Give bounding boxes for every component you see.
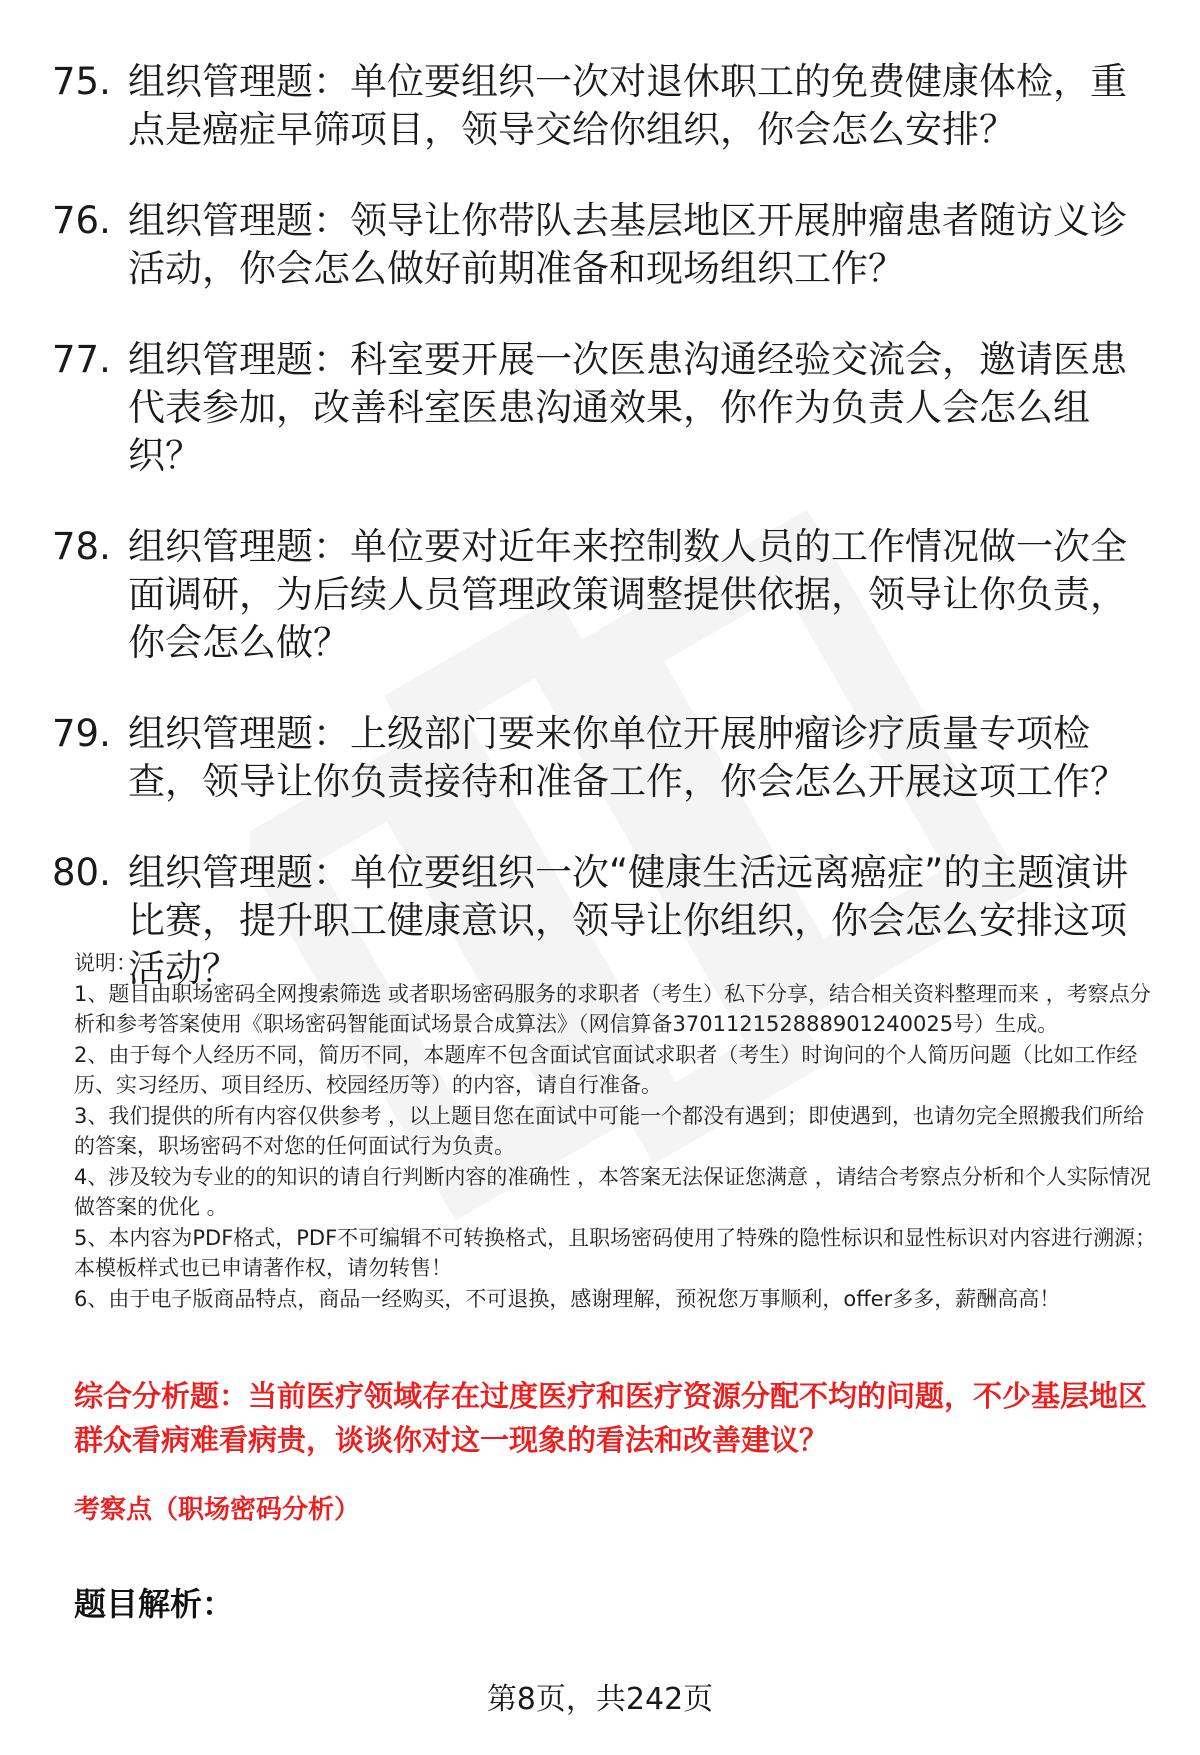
question-number: 80.	[52, 851, 111, 894]
question-item	[52, 710, 1152, 806]
kaochadian-heading: 考察点（职场密码分析）	[74, 1495, 361, 1525]
question-text: 组织管理题：上级部门要来你单位开展肿瘤诊疗质量专项检查，领导让你负责接待和准备工作，你会怎么开展这项工作？	[128, 712, 1127, 803]
question-item	[52, 58, 1152, 154]
question-text: 组织管理题：单位要对近年来控制数人员的工作情况做一次全面调研，为后续人员管理政策调整提供依据，领导让你负责，你会怎么做？	[128, 525, 1127, 664]
analysis-question: 综合分析题：当前医疗领域存在过度医疗和医疗资源分配不均的问题，不少基层地区群众看病难看病贵，谈谈你对这一现象的看法和改善建议？	[74, 1379, 1148, 1457]
question-number: 79.	[52, 712, 111, 755]
question-item	[52, 336, 1152, 480]
analysis-title: 题目解析：	[74, 1585, 235, 1623]
question-item	[52, 197, 1152, 293]
note-item: 3、我们提供的所有内容仅供参考 ，以上题目您在面试中可能一个都没有遇到；即使遇到，也请勿完全照搬我们所给的答案，职场密码不对您的任何面试行为负责。	[74, 1103, 1145, 1158]
question-text: 组织管理题：领导让你带队去基层地区开展肿瘤患者随访义诊活动，你会怎么做好前期准备和现场组织工作？	[128, 199, 1127, 290]
question-number: 78.	[52, 525, 111, 568]
note-item: 5、本内容为PDF格式，PDF不可编辑不可转换格式，且职场密码使用了特殊的隐性标识和显性标识对内容进行溯源；本模板样式也已申请著作权，请勿转售！	[74, 1225, 1157, 1280]
note-item: 4、涉及较为专业的的知识的请自行判断内容的准确性 ，本答案无法保证您满意 ，请结合考察点分析和个人实际情况做答案的优化 。	[74, 1164, 1151, 1219]
question-list	[52, 58, 1152, 1036]
note-item: 2、由于每个人经历不同，简历不同，本题库不包含面试官面试求职者（考生）时询问的个人简历问题（比如工作经历、实习经历、项目经历、校园经历等）的内容，请自行准备。	[74, 1042, 1138, 1097]
question-text: 组织管理题：单位要组织一次对退休职工的免费健康体检，重点是癌症早筛项目，领导交给你组织，你会怎么安排？	[128, 60, 1127, 151]
question-text: 组织管理题：单位要组织一次“健康生活远离癌症”的主题演讲比赛，提升职工健康意识，领导让你组织，你会怎么安排这项活动？	[128, 851, 1129, 990]
notes-section	[74, 948, 1164, 1314]
notes-heading: 说明：	[74, 951, 137, 975]
page-number: 第8页，共242页	[486, 1682, 714, 1717]
question-item	[52, 523, 1152, 667]
question-number: 76.	[52, 199, 111, 242]
question-number: 75.	[52, 60, 111, 103]
question-number: 77.	[52, 338, 111, 381]
question-text: 组织管理题：科室要开展一次医患沟通经验交流会，邀请医患代表参加，改善科室医患沟通效果，你作为负责人会怎么组织？	[128, 338, 1127, 477]
note-item: 1、题目由职场密码全网搜索筛选 或者职场密码服务的求职者（考生）私下分享，结合相关资料整理而来 ，考察点分析和参考答案使用《职场密码智能面试场景合成算法》（网信算备370112152888901240025号）生成。	[74, 981, 1151, 1036]
note-item: 6、由于电子版商品特点，商品一经购买，不可退换，感谢理解，预祝您万事顺利，offer多多，薪酬高高！	[74, 1286, 1061, 1311]
